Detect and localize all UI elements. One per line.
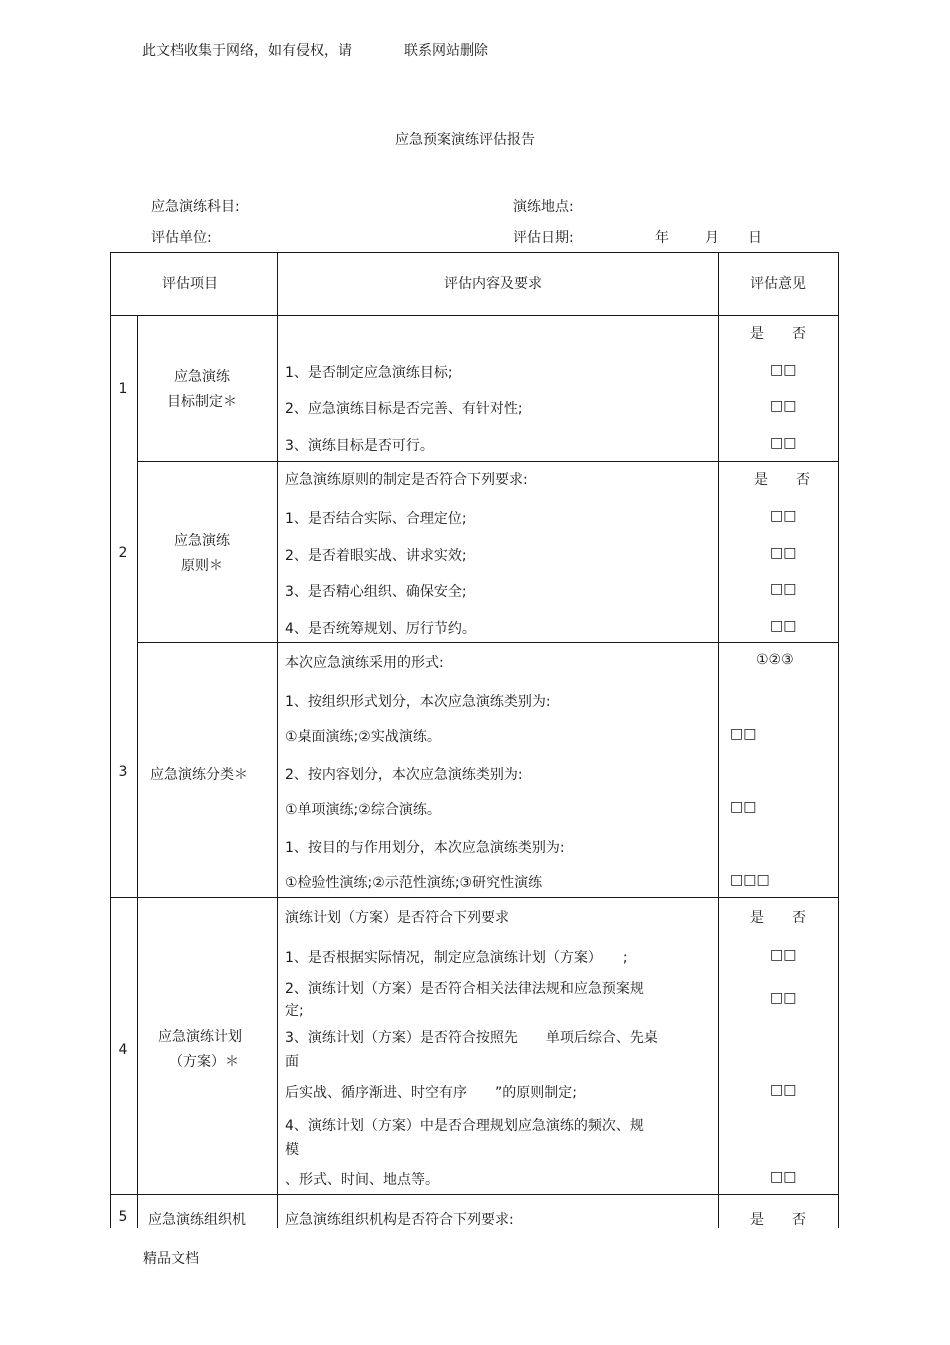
row-2-item-line: 原则＊	[181, 558, 223, 574]
row-4-content-line: 1、是否根据实际情况，制定应急演练计划（方案） ;	[285, 950, 628, 966]
checkbox-pair: □□	[770, 947, 797, 963]
checkbox-pair: □□	[770, 1169, 797, 1185]
row-4-content-line: 定;	[285, 1003, 304, 1019]
checkbox-pair: □□	[770, 508, 797, 524]
row-divider	[137, 461, 839, 462]
row-4-content-line: 3、演练计划（方案）是否符合按照先 单项后综合、先桌	[285, 1030, 658, 1046]
checkbox-pair: □□	[770, 435, 797, 451]
row-4-content-line: 4、演练计划（方案）中是否合理规划应急演练的频次、规	[285, 1118, 644, 1134]
row-5-content-line: 应急演练组织机构是否符合下列要求:	[285, 1212, 514, 1228]
row-3-item-line: 应急演练分类＊	[150, 767, 248, 783]
subject-label: 应急演练科目:	[151, 199, 240, 215]
row-3-number: 3	[118, 764, 128, 780]
row-5-number: 5	[118, 1209, 128, 1225]
row-2-content-line: 2、是否着眼实战、讲求实效;	[285, 548, 467, 564]
header-item: 评估项目	[162, 276, 218, 292]
checkbox-pair: □□	[730, 799, 757, 815]
location-label: 演练地点:	[513, 199, 574, 215]
row-1-content-line: 3、演练目标是否可行。	[285, 438, 434, 454]
row-1-item-line: 目标制定＊	[167, 394, 237, 410]
checkbox-pair: □□	[770, 1082, 797, 1098]
row-2-number: 2	[118, 545, 128, 561]
table-border-top	[110, 252, 839, 253]
row-2-content-line: 应急演练原则的制定是否符合下列要求:	[285, 472, 528, 488]
row-3-content-line: 2、按内容划分，本次应急演练类别为:	[285, 767, 523, 783]
table-border-right	[838, 252, 839, 1228]
checkbox-pair: □□	[770, 581, 797, 597]
row-4-content-line: 模	[285, 1142, 299, 1158]
day-label: 日	[748, 230, 762, 246]
row-2-content-line: 4、是否统筹规划、厉行节约。	[285, 621, 476, 637]
row-3-content-line: ①检验性演练;②示范性演练;③研究性演练	[285, 875, 543, 891]
date-label: 评估日期:	[513, 230, 574, 246]
row-1-content-line: 1、是否制定应急演练目标;	[285, 365, 453, 381]
row-4-content-line: 、形式、时间、地点等。	[285, 1172, 439, 1188]
row-1-item-line: 应急演练	[174, 369, 230, 385]
yes-no-label: 是 否	[750, 910, 806, 926]
row-4-item-line: 应急演练计划	[158, 1029, 242, 1045]
options-label: ①②③	[756, 652, 794, 668]
checkbox-pair: □□	[770, 398, 797, 414]
yes-no-label: 是 否	[750, 326, 806, 342]
content-column-divider	[718, 252, 719, 1228]
header-note-left: 此文档收集于网络，如有侵权，请	[142, 43, 352, 59]
table-border-left	[110, 252, 111, 1228]
yes-no-label: 是 否	[754, 472, 810, 488]
header-content: 评估内容及要求	[444, 276, 542, 292]
table-header-divider	[110, 315, 839, 316]
month-label: 月	[705, 230, 719, 246]
header-note-right: 联系网站删除	[404, 43, 488, 59]
checkbox-pair: □□	[770, 618, 797, 634]
row-1-number: 1	[118, 381, 128, 397]
row-divider	[110, 897, 839, 898]
item-column-divider	[277, 252, 278, 1228]
row-5-item-line: 应急演练组织机	[148, 1212, 246, 1228]
row-divider	[110, 1194, 839, 1195]
checkbox-pair: □□	[770, 990, 797, 1006]
row-4-content-line: 面	[285, 1054, 299, 1070]
row-2-content-line: 1、是否结合实际、合理定位;	[285, 511, 467, 527]
row-4-number: 4	[118, 1042, 128, 1058]
num-column-divider	[137, 315, 138, 1228]
checkbox-pair: □□	[770, 362, 797, 378]
row-2-content-line: 3、是否精心组织、确保安全;	[285, 584, 467, 600]
checkbox-triple: □□□	[730, 872, 770, 888]
row-3-content-line: 1、按目的与作用划分，本次应急演练类别为:	[285, 840, 565, 856]
row-4-item-line: （方案）＊	[169, 1054, 239, 1070]
row-4-content-line: 演练计划（方案）是否符合下列要求	[285, 910, 509, 926]
row-3-content-line: 1、按组织形式划分，本次应急演练类别为:	[285, 694, 551, 710]
row-3-content-line: 本次应急演练采用的形式:	[285, 655, 444, 671]
row-3-content-line: ①桌面演练;②实战演练。	[285, 729, 441, 745]
row-4-content-line: 2、演练计划（方案）是否符合相关法律法规和应急预案规	[285, 981, 644, 997]
checkbox-pair: □□	[730, 726, 757, 742]
footer-label: 精品文档	[143, 1251, 199, 1267]
row-2-item-line: 应急演练	[174, 533, 230, 549]
unit-label: 评估单位:	[151, 230, 212, 246]
yes-no-label: 是 否	[750, 1212, 806, 1228]
year-label: 年	[655, 230, 669, 246]
row-4-content-line: 后实战、循序渐进、时空有序 ”的原则制定;	[285, 1085, 577, 1101]
row-1-content-line: 2、应急演练目标是否完善、有针对性;	[285, 401, 523, 417]
row-divider	[137, 642, 839, 643]
document-title: 应急预案演练评估报告	[395, 132, 535, 148]
row-3-content-line: ①单项演练;②综合演练。	[285, 802, 441, 818]
checkbox-pair: □□	[770, 545, 797, 561]
header-opinion: 评估意见	[750, 276, 806, 292]
